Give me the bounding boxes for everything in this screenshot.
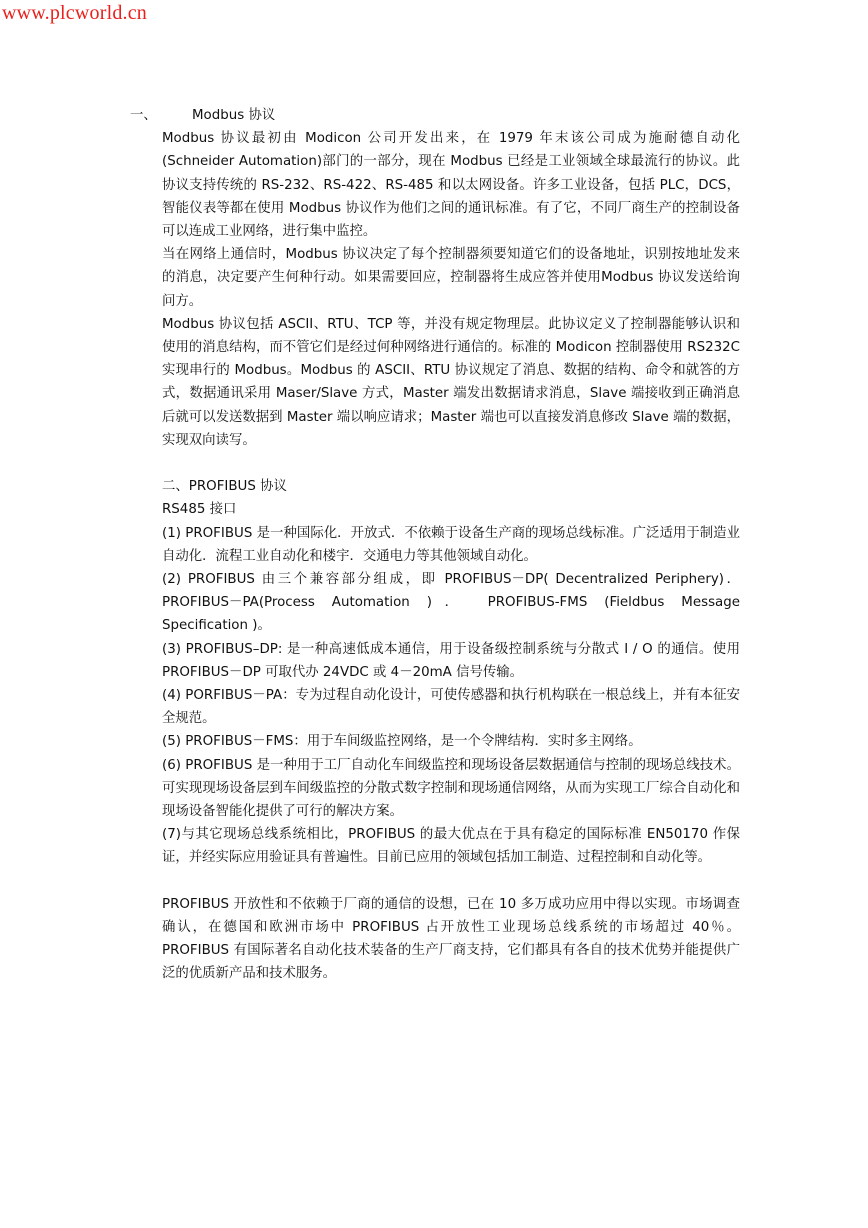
section1-number: 一、 xyxy=(130,108,157,123)
section2-item: (1) PROFIBUS 是一种国际化．开放式．不依赖于设备生产商的现场总线标准。广泛适用于制造业自动化．流程工业自动化和楼宇．交通电力等其他领域自动化。 xyxy=(162,525,740,564)
section1-heading xyxy=(130,104,740,127)
site-watermark: www.plcworld.cn xyxy=(2,2,148,24)
section2-subtitle: RS485 接口 xyxy=(162,502,237,518)
section2-item: (6) PROFIBUS 是一种用于工厂自动化车间级监控和现场设备层数据通信与控制的现场总线技术。可实现现场设备层到车间级监控的分散式数字控制和现场通信网络，从而为实现工厂综合自动化和现场设备智能化提供了可行的解决方案。 xyxy=(162,757,740,820)
document-body xyxy=(130,104,740,986)
section2-item: (4) PORFIBUS－PA：专为过程自动化设计，可使传感器和执行机构联在一根总线上，并有本征安全规范。 xyxy=(162,688,740,727)
spacer xyxy=(162,870,740,893)
spacer xyxy=(162,452,740,475)
section1-paragraph: 当在网络上通信时，Modbus 协议决定了每个控制器须要知道它们的设备地址，识别按地址发来的消息，决定要产生何种行动。如果需要回应，控制器将生成应答并使用Modbus 协议发送给询问方。 xyxy=(162,247,740,309)
section1-paragraph: Modbus 协议最初由 Modicon 公司开发出来，在 1979 年末该公司成为施耐德自动化(Schneider Automation)部门的一部分，现在 Modbus 已经是工业领域全球最流行的协议。此协议支持传统的 RS-232、RS-422、RS-485 和以太网设备。许多工业设备，包括 PLC，DCS，智能仪表等都在使用 Modbus 协议作为他们之间的通讯标准。有了它，不同厂商生产的控制设备可以连成工业网络，进行集中监控。 xyxy=(162,131,740,239)
section2-title: 二、PROFIBUS 协议 xyxy=(162,479,287,495)
section2-item: (2) PROFIBUS 由三个兼容部分组成，即 PROFIBUS－DP( Decentralized Periphery)．PROFIBUS－PA(Process Automation )． PROFIBUS-FMS (Fieldbus Message Specification )。 xyxy=(162,572,740,634)
section2-item: (7)与其它现场总线系统相比，PROFIBUS 的最大优点在于具有稳定的国际标准 EN50170 作保证，并经实际应用验证具有普遍性。目前已应用的领域包括加工制造、过程控制和自动化等。 xyxy=(162,827,740,866)
section2-closing-paragraph: PROFIBUS 开放性和不依赖于厂商的通信的设想，已在 10 多万成功应用中得以实现。市场调查确认，在德国和欧洲市场中 PROFIBUS 占开放性工业现场总线系统的市场超过 40％。PROFIBUS 有国际著名自动化技术装备的生产厂商支持，它们都具有各自的技术优势并能提供广泛的优质新产品和技术服务。 xyxy=(162,896,740,982)
section1-title: Modbus 协议 xyxy=(192,108,276,123)
section2-item: (5) PROFIBUS－FMS：用于车间级监控网络，是一个令牌结构．实时多主网络。 xyxy=(162,734,642,750)
section1-paragraph: Modbus 协议包括 ASCII、RTU、TCP 等，并没有规定物理层。此协议定义了控制器能够认识和使用的消息结构，而不管它们是经过何种网络进行通信的。标准的 Modicon 控制器使用 RS232C 实现串行的 Modbus。Modbus 的 ASCII、RTU 协议规定了消息、数据的结构、命令和就答的方式，数据通讯采用 Maser/Slave 方式，Master 端发出数据请求消息，Slave 端接收到正确消息后就可以发送数据到 Master 端以响应请求；Master 端也可以直接发消息修改 Slave 端的数据，实现双向读写。 xyxy=(162,316,740,448)
section2-item: (3) PROFIBUS–DP: 是一种高速低成本通信，用于设备级控制系统与分散式 I / O 的通信。使用 PROFIBUS－DP 可取代办 24VDC 或 4－20mA 信号传输。 xyxy=(162,641,740,680)
